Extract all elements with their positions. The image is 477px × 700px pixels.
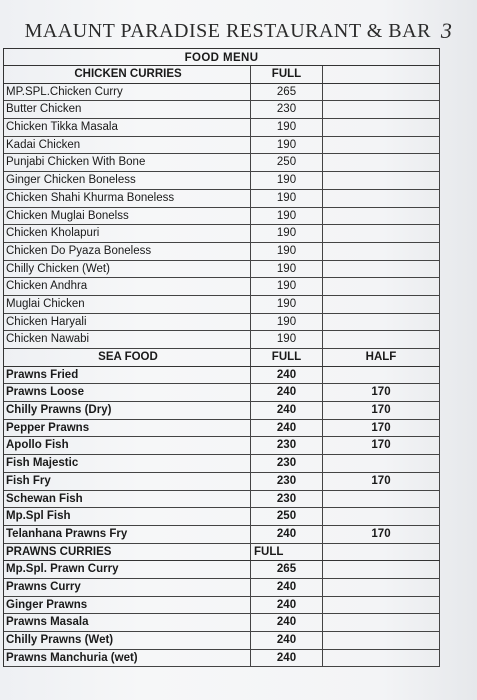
item-name: Punjabi Chicken With Bone	[4, 154, 251, 171]
item-price-full: 240	[251, 384, 323, 401]
item-price-half	[323, 314, 440, 331]
menu-item-row	[4, 172, 440, 190]
menu-item-row	[4, 278, 440, 296]
item-price-half	[323, 650, 440, 667]
menu-item-row	[4, 243, 440, 261]
menu-item-row	[4, 384, 440, 402]
item-price-half	[323, 190, 440, 207]
item-name: Chilly Prawns (Wet)	[4, 632, 251, 649]
item-price-half	[323, 491, 440, 508]
item-price-half	[323, 172, 440, 189]
item-price-full: 250	[251, 508, 323, 525]
menu-sections	[4, 66, 440, 667]
menu-item-row	[4, 190, 440, 208]
section-title: PRAWNS CURRIES	[4, 544, 251, 561]
item-name: Pepper Prawns	[4, 420, 251, 437]
item-price-full: 190	[251, 119, 323, 136]
item-name: Chicken Haryali	[4, 314, 251, 331]
menu-item-row	[4, 473, 440, 491]
item-price-full: 190	[251, 225, 323, 242]
menu-item-row	[4, 261, 440, 279]
menu-item-row	[4, 137, 440, 155]
menu-table	[3, 48, 440, 667]
item-price-full: 190	[251, 137, 323, 154]
item-price-full: 190	[251, 296, 323, 313]
item-price-half: 170	[323, 437, 440, 454]
item-price-half: 170	[323, 473, 440, 490]
full-column-header: FULL	[251, 349, 323, 366]
section-header-seafood	[4, 349, 440, 367]
item-price-half	[323, 455, 440, 472]
menu-item-row	[4, 225, 440, 243]
item-price-full: 230	[251, 473, 323, 490]
item-price-full: 190	[251, 190, 323, 207]
item-price-half	[323, 331, 440, 348]
item-price-full: 190	[251, 278, 323, 295]
item-name: Chicken Andhra	[4, 278, 251, 295]
item-price-half	[323, 296, 440, 313]
item-name: Mp.Spl Fish	[4, 508, 251, 525]
menu-item-row	[4, 154, 440, 172]
item-price-half: 170	[323, 384, 440, 401]
menu-item-row	[4, 632, 440, 650]
half-column-header	[323, 544, 440, 561]
item-price-full: 240	[251, 526, 323, 543]
item-price-full: 230	[251, 491, 323, 508]
item-price-full: 230	[251, 101, 323, 118]
menu-item-row	[4, 614, 440, 632]
item-price-half	[323, 367, 440, 384]
page-number: 3	[440, 18, 453, 43]
menu-item-row	[4, 526, 440, 544]
menu-item-row	[4, 561, 440, 579]
item-name: Mp.Spl. Prawn Curry	[4, 561, 251, 578]
restaurant-name: MAAUNT PARADISE RESTAURANT & BAR	[24, 19, 431, 42]
item-name: Ginger Prawns	[4, 597, 251, 614]
menu-item-row	[4, 402, 440, 420]
item-name: Kadai Chicken	[4, 137, 251, 154]
item-name: Prawns Fried	[4, 367, 251, 384]
half-column-header: HALF	[323, 349, 440, 366]
item-price-half	[323, 597, 440, 614]
item-name: Apollo Fish	[4, 437, 251, 454]
item-price-half	[323, 101, 440, 118]
menu-item-row	[4, 84, 440, 102]
full-column-header: FULL	[251, 544, 323, 561]
section-header-prawns	[4, 544, 440, 562]
menu-item-row	[4, 119, 440, 137]
item-name: Ginger Chicken Boneless	[4, 172, 251, 189]
item-name: Chicken Nawabi	[4, 331, 251, 348]
item-name: Chicken Shahi Khurma Boneless	[4, 190, 251, 207]
menu-item-row	[4, 508, 440, 526]
item-price-half	[323, 508, 440, 525]
section-header-chicken	[4, 66, 440, 84]
item-price-half	[323, 278, 440, 295]
item-name: Prawns Curry	[4, 579, 251, 596]
item-price-half: 170	[323, 420, 440, 437]
item-name: Prawns Manchuria (wet)	[4, 650, 251, 667]
item-name: Prawns Loose	[4, 384, 251, 401]
menu-item-row	[4, 367, 440, 385]
menu-item-row	[4, 101, 440, 119]
item-price-half	[323, 614, 440, 631]
item-price-half	[323, 579, 440, 596]
item-price-full: 240	[251, 650, 323, 667]
item-name: Chicken Muglai Bonelss	[4, 208, 251, 225]
item-price-half	[323, 243, 440, 260]
section-title: CHICKEN CURRIES	[4, 66, 251, 83]
item-name: MP.SPL.Chicken Curry	[4, 84, 251, 101]
item-name: Butter Chicken	[4, 101, 251, 118]
menu-item-row	[4, 314, 440, 332]
menu-item-row	[4, 420, 440, 438]
item-name: Chicken Kholapuri	[4, 225, 251, 242]
item-name: Chicken Tikka Masala	[4, 119, 251, 136]
item-price-full: 240	[251, 579, 323, 596]
item-price-full: 190	[251, 243, 323, 260]
section-title: SEA FOOD	[4, 349, 251, 366]
item-price-full: 240	[251, 632, 323, 649]
item-price-full: 265	[251, 84, 323, 101]
item-price-half	[323, 561, 440, 578]
menu-item-row	[4, 650, 440, 668]
item-price-full: 265	[251, 561, 323, 578]
item-price-full: 190	[251, 208, 323, 225]
menu-title: FOOD MENU	[4, 48, 440, 66]
item-name: Chilly Prawns (Dry)	[4, 402, 251, 419]
item-price-full: 230	[251, 455, 323, 472]
restaurant-title	[0, 14, 477, 48]
item-price-full: 240	[251, 420, 323, 437]
item-name: Fish Fry	[4, 473, 251, 490]
item-price-half	[323, 225, 440, 242]
menu-item-row	[4, 597, 440, 615]
item-name: Schewan Fish	[4, 491, 251, 508]
item-price-full: 190	[251, 331, 323, 348]
menu-item-row	[4, 455, 440, 473]
item-name: Prawns Masala	[4, 614, 251, 631]
full-column-header: FULL	[251, 66, 323, 83]
item-price-full: 240	[251, 402, 323, 419]
item-price-half	[323, 137, 440, 154]
item-price-full: 240	[251, 597, 323, 614]
item-price-full: 190	[251, 172, 323, 189]
item-name: Fish Majestic	[4, 455, 251, 472]
item-price-full: 190	[251, 314, 323, 331]
item-name: Chilly Chicken (Wet)	[4, 261, 251, 278]
menu-item-row	[4, 331, 440, 349]
item-name: Muglai Chicken	[4, 296, 251, 313]
item-price-half: 170	[323, 402, 440, 419]
item-price-full: 240	[251, 367, 323, 384]
item-price-half	[323, 154, 440, 171]
menu-item-row	[4, 296, 440, 314]
item-price-full: 250	[251, 154, 323, 171]
item-price-half	[323, 119, 440, 136]
item-price-half	[323, 632, 440, 649]
item-name: Chicken Do Pyaza Boneless	[4, 243, 251, 260]
item-price-half	[323, 261, 440, 278]
menu-item-row	[4, 491, 440, 509]
item-price-half	[323, 84, 440, 101]
item-price-half: 170	[323, 526, 440, 543]
item-name: Telanhana Prawns Fry	[4, 526, 251, 543]
item-price-full: 190	[251, 261, 323, 278]
menu-item-row	[4, 208, 440, 226]
menu-item-row	[4, 579, 440, 597]
half-column-header	[323, 66, 440, 83]
item-price-half	[323, 208, 440, 225]
item-price-full: 240	[251, 614, 323, 631]
item-price-full: 230	[251, 437, 323, 454]
menu-item-row	[4, 437, 440, 455]
